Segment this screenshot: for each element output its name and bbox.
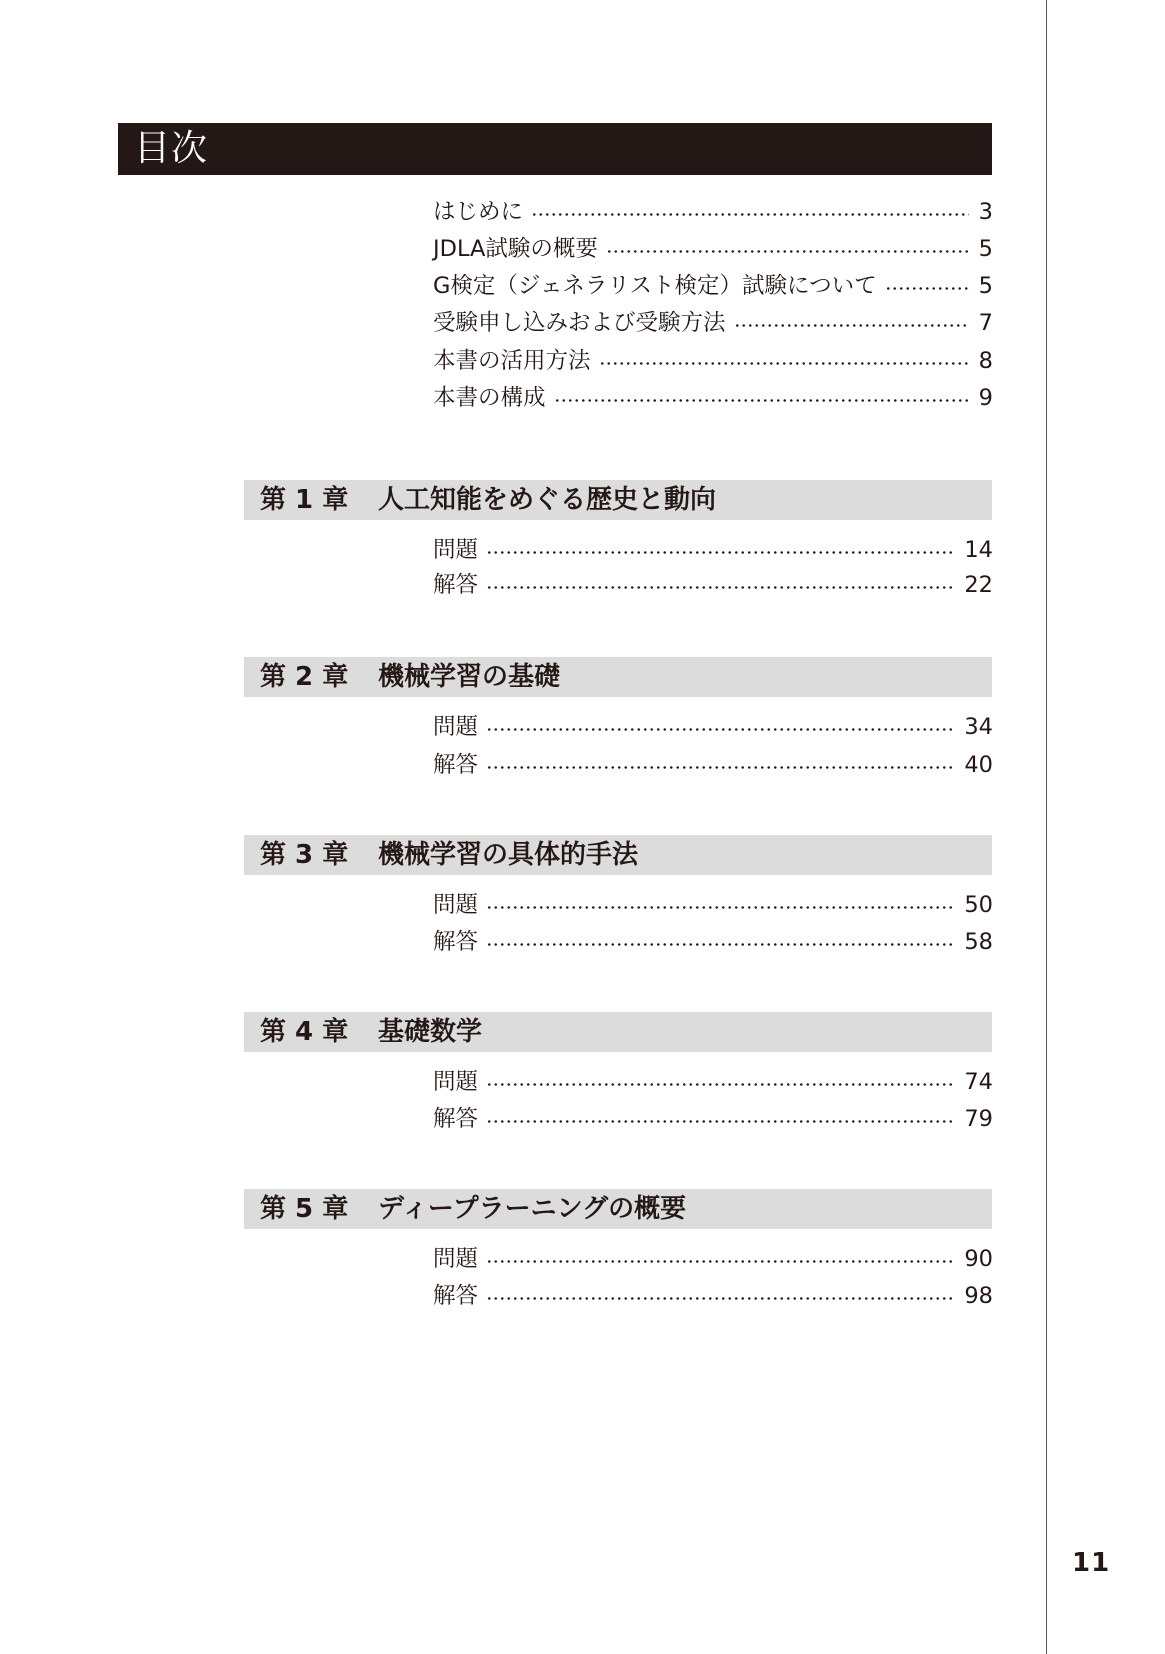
toc-entry-page: 50 (964, 892, 993, 918)
toc-entry-page: 14 (964, 537, 993, 563)
toc-entry[interactable] (433, 234, 993, 264)
toc-entry-page: 40 (964, 752, 993, 778)
toc-entry[interactable] (433, 535, 993, 565)
toc-entry-label: 解答 (433, 929, 479, 955)
toc-entry[interactable] (433, 383, 993, 413)
toc-entry[interactable] (433, 346, 993, 376)
chapter-heading[interactable] (244, 1012, 992, 1052)
toc-entry-page: 9 (978, 385, 993, 411)
chapter-number: 第 4 章 (260, 1017, 349, 1047)
chapter-title: ディープラーニングの概要 (378, 1194, 687, 1224)
toc-entry[interactable] (433, 197, 993, 227)
toc-entry-page: 7 (978, 310, 993, 336)
toc-entry-label: 問題 (433, 1069, 479, 1095)
dot-leader (606, 234, 969, 264)
toc-entry-label: 解答 (433, 1106, 479, 1132)
chapter-number: 第 1 章 (260, 485, 349, 515)
chapter-heading[interactable] (244, 835, 992, 875)
toc-entry[interactable] (433, 271, 993, 301)
toc-entry[interactable] (433, 1104, 993, 1134)
dot-leader (486, 927, 955, 957)
toc-entry-label: 問題 (433, 537, 479, 563)
toc-entry[interactable] (433, 308, 993, 338)
toc-entry-label: 解答 (433, 752, 479, 778)
dot-leader (486, 1244, 955, 1274)
toc-entry-page: 74 (964, 1069, 993, 1095)
toc-entry-label: 問題 (433, 1246, 479, 1272)
dot-leader (486, 570, 955, 600)
toc-entry[interactable] (433, 890, 993, 920)
page-number: 11 (1072, 1548, 1111, 1578)
dot-leader (486, 890, 955, 920)
toc-entry-label: JDLA試験の概要 (433, 236, 598, 262)
chapter-number: 第 2 章 (260, 662, 349, 692)
toc-entry-label: 本書の活用方法 (433, 348, 591, 374)
dot-leader (531, 197, 969, 227)
toc-entry-label: 解答 (433, 1283, 479, 1309)
toc-entry-label: 問題 (433, 892, 479, 918)
toc-entry[interactable] (433, 927, 993, 957)
dot-leader (486, 535, 955, 565)
toc-entry-page: 90 (964, 1246, 993, 1272)
page-edge-line (1046, 0, 1047, 1654)
dot-leader (486, 712, 955, 742)
chapter-title: 機械学習の具体的手法 (378, 840, 639, 870)
toc-entry-page: 34 (964, 714, 993, 740)
chapter-heading[interactable] (244, 657, 992, 697)
chapter-title: 基礎数学 (378, 1017, 483, 1047)
chapter-title: 機械学習の基礎 (378, 662, 561, 692)
dot-leader (486, 1281, 955, 1311)
chapter-heading[interactable] (244, 1189, 992, 1229)
chapter-number: 第 3 章 (260, 840, 349, 870)
toc-entry-label: 解答 (433, 572, 479, 598)
toc-entry-page: 22 (964, 572, 993, 598)
dot-leader (554, 383, 969, 413)
dot-leader (486, 1067, 955, 1097)
toc-entry[interactable] (433, 1067, 993, 1097)
toc-entry-label: はじめに (433, 199, 524, 225)
toc-entry-page: 5 (978, 273, 993, 299)
toc-entry-page: 5 (978, 236, 993, 262)
toc-entry-page: 98 (964, 1283, 993, 1309)
toc-entry[interactable] (433, 750, 993, 780)
toc-entry[interactable] (433, 712, 993, 742)
dot-leader (486, 750, 955, 780)
toc-entry[interactable] (433, 1281, 993, 1311)
dot-leader (486, 1104, 955, 1134)
toc-entry-label: 本書の構成 (433, 385, 546, 411)
chapter-heading[interactable] (244, 480, 992, 520)
toc-title: 目次 (118, 123, 992, 175)
toc-entry-label: G検定（ジェネラリスト検定）試験について (433, 273, 877, 299)
toc-entry-label: 問題 (433, 714, 479, 740)
toc-entry[interactable] (433, 1244, 993, 1274)
dot-leader (885, 271, 969, 301)
dot-leader (734, 308, 969, 338)
toc-entry-page: 3 (978, 199, 993, 225)
toc-entry-page: 79 (964, 1106, 993, 1132)
chapter-number: 第 5 章 (260, 1194, 349, 1224)
toc-entry-label: 受験申し込みおよび受験方法 (433, 310, 726, 336)
toc-entry[interactable] (433, 570, 993, 600)
toc-entry-page: 8 (978, 348, 993, 374)
dot-leader (599, 346, 969, 376)
chapter-title: 人工知能をめぐる歴史と動向 (378, 485, 717, 515)
toc-entry-page: 58 (964, 929, 993, 955)
